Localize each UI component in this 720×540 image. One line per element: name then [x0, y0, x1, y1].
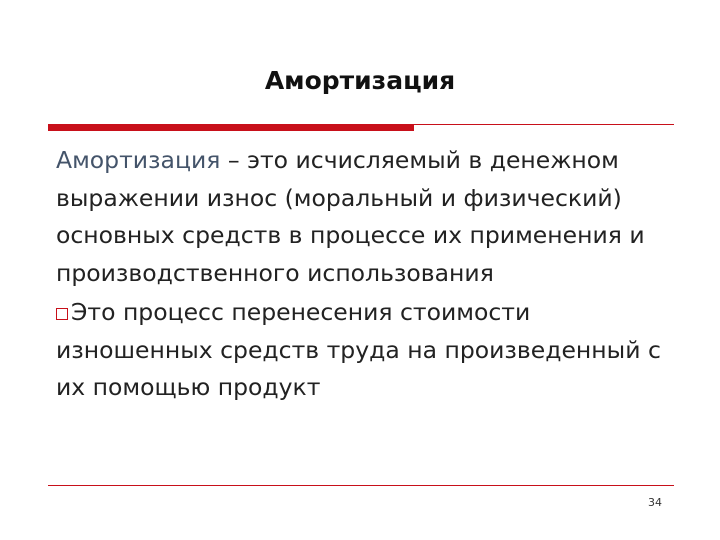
definition-text: – это исчисляемый в денежном выражении износ (моральный и физический) основных средств в процессе их применения и производственного использования [56, 146, 645, 287]
square-bullet-icon [56, 308, 68, 320]
page-number: 34 [648, 496, 662, 509]
definition-paragraph [56, 142, 686, 292]
bullet-item [56, 294, 686, 407]
title-underline-thin [414, 124, 674, 125]
footer-divider [48, 485, 674, 486]
slide-body [56, 142, 686, 407]
definition-term: Амортизация [56, 146, 221, 174]
bullet-text: Это процесс перенесения стоимости изношенных средств труда на произведенный с их помощью продукт [56, 298, 661, 401]
slide-title: Амортизация [264, 66, 456, 95]
title-underline-thick [48, 124, 414, 131]
